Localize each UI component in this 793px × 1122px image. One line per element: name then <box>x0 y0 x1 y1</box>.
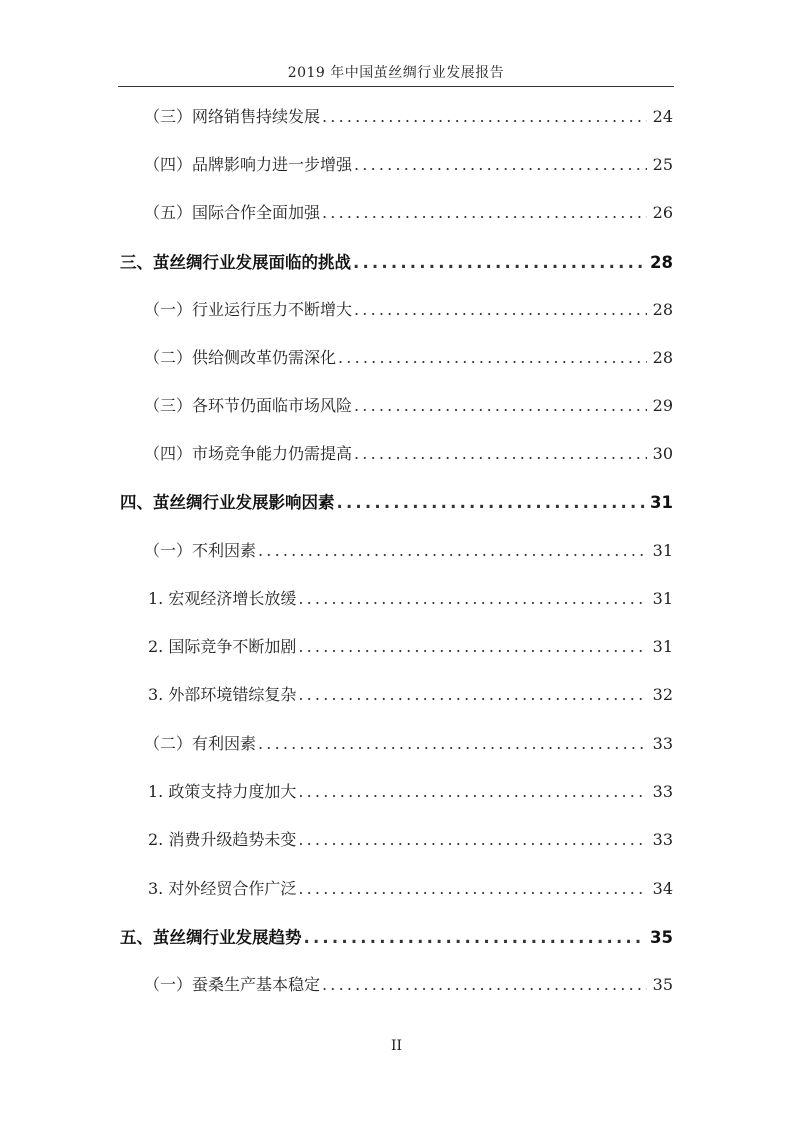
toc-entry-title: （四）品牌影响力进一步增强 <box>144 155 353 174</box>
toc-entry-title: （二）有利因素 <box>144 734 257 753</box>
toc-subentry[interactable] <box>148 827 673 853</box>
toc-entry-page: 31 <box>652 541 673 560</box>
toc-dot-leader <box>298 779 647 805</box>
toc-entry-title: 四、茧丝绸行业发展影响因素 <box>120 493 335 512</box>
toc-entry[interactable] <box>144 972 673 998</box>
toc-entry-page: 35 <box>652 975 673 994</box>
toc-entry[interactable] <box>144 152 673 178</box>
toc-entry-title: （二）供给侧改革仍需深化 <box>144 348 337 367</box>
toc-dot-leader <box>354 441 647 467</box>
toc-entry-page: 33 <box>652 782 673 801</box>
header-divider <box>118 86 674 87</box>
toc-subentry[interactable] <box>148 682 673 708</box>
toc-subentry[interactable] <box>148 634 673 660</box>
toc-entry-page: 32 <box>652 685 673 704</box>
toc-entry-page: 26 <box>652 203 673 222</box>
toc-entry-title: （一）蚕桑生产基本稳定 <box>144 975 321 994</box>
toc-dot-leader <box>258 731 647 757</box>
toc-entry[interactable] <box>144 441 673 467</box>
toc-entry-title: 三、茧丝绸行业发展面临的挑战 <box>120 253 351 272</box>
toc-entry-title: 五、茧丝绸行业发展趋势 <box>120 928 302 947</box>
toc-entry-title: （四）市场竞争能力仍需提高 <box>144 444 353 463</box>
toc-entry-title: 1. 政策支持力度加大 <box>148 782 297 801</box>
toc-dot-leader <box>322 200 647 226</box>
toc-dot-leader <box>298 682 647 708</box>
toc-entry-page: 25 <box>652 155 673 174</box>
toc-chapter-entry[interactable] <box>120 250 673 276</box>
toc-dot-leader <box>354 297 647 323</box>
toc-entry-title: 3. 对外经贸合作广泛 <box>148 879 297 898</box>
toc-subentry[interactable] <box>148 586 673 612</box>
toc-dot-leader <box>298 827 647 853</box>
toc-entry[interactable] <box>144 104 673 130</box>
toc-chapter-entry[interactable] <box>120 490 673 516</box>
toc-entry-title: 2. 消费升级趋势未变 <box>148 830 297 849</box>
toc-entry-page: 35 <box>650 928 673 947</box>
toc-entry-title: 1. 宏观经济增长放缓 <box>148 589 297 608</box>
toc-dot-leader <box>322 972 647 998</box>
toc-entry-title: （三）各环节仍面临市场风险 <box>144 396 353 415</box>
toc-entry-page: 30 <box>652 444 673 463</box>
toc-chapter-entry[interactable] <box>120 925 673 951</box>
toc-entry-title: 2. 国际竞争不断加剧 <box>148 637 297 656</box>
toc-dot-leader <box>304 925 647 951</box>
toc-dot-leader <box>298 586 647 612</box>
toc-entry-page: 34 <box>652 879 673 898</box>
toc-entry[interactable] <box>144 731 673 757</box>
toc-entry-title: （五）国际合作全面加强 <box>144 203 321 222</box>
toc-dot-leader <box>354 152 647 178</box>
toc-subentry[interactable] <box>148 876 673 902</box>
toc-entry-title: 3. 外部环境错综复杂 <box>148 685 297 704</box>
toc-entry-page: 24 <box>652 107 673 126</box>
toc-entry[interactable] <box>144 538 673 564</box>
toc-entry-page: 28 <box>650 253 673 272</box>
running-header: 2019 年中国茧丝绸行业发展报告 <box>287 65 505 81</box>
toc-entry[interactable] <box>144 297 673 323</box>
page-number: II <box>390 1038 403 1054</box>
toc-entry-title: （三）网络销售持续发展 <box>144 107 321 126</box>
toc-dot-leader <box>322 104 647 130</box>
toc-entry-title: （一）行业运行压力不断增大 <box>144 300 353 319</box>
toc-dot-leader <box>298 876 647 902</box>
toc-dot-leader <box>258 538 647 564</box>
toc-entry-page: 28 <box>652 348 673 367</box>
toc-dot-leader <box>354 393 647 419</box>
toc-dot-leader <box>338 345 647 371</box>
toc-entry-page: 29 <box>652 396 673 415</box>
toc-entry-page: 31 <box>652 589 673 608</box>
toc-entry-page: 33 <box>652 830 673 849</box>
toc-entry-page: 31 <box>650 493 673 512</box>
toc-dot-leader <box>353 250 646 276</box>
toc-subentry[interactable] <box>148 779 673 805</box>
toc-entry-page: 33 <box>652 734 673 753</box>
toc-dot-leader <box>337 490 647 516</box>
toc-dot-leader <box>298 634 647 660</box>
toc-entry-page: 28 <box>652 300 673 319</box>
toc-entry[interactable] <box>144 200 673 226</box>
toc-entry-page: 31 <box>652 637 673 656</box>
toc-entry[interactable] <box>144 393 673 419</box>
toc-entry-title: （一）不利因素 <box>144 541 257 560</box>
toc-entry[interactable] <box>144 345 673 371</box>
